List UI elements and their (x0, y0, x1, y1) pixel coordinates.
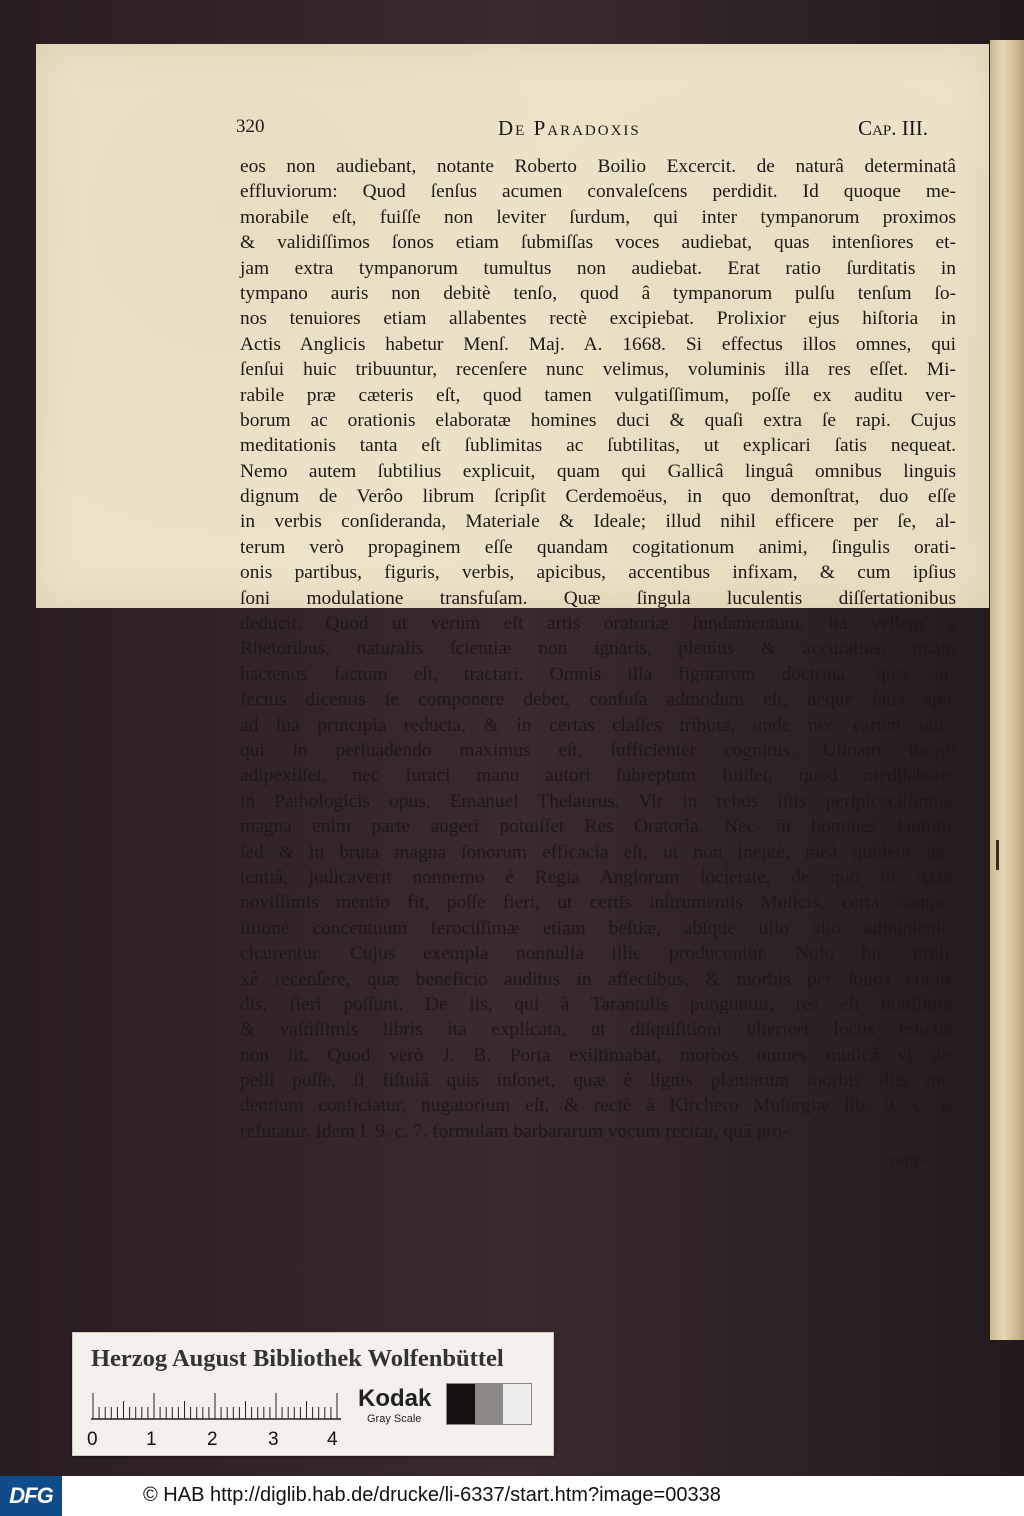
gray-patch (475, 1384, 503, 1424)
ruler-numbers (87, 1429, 347, 1453)
text-line: dignum de Verôo librum ſcripſit Cerdemoëus, in quo demonſtrat, duo eſſe (240, 486, 956, 508)
scale-ruler (91, 1391, 341, 1421)
text-line: terum verò propaginem eſſe quandam cogitationum animi, ſingulis orati- (240, 536, 956, 558)
text-line: cicurentur. Cujus exempla nonnulla illic producuntur. Nolo hic proli- (240, 943, 956, 965)
text-line: Actis Anglicis habetur Menſ. Maj. A. 1668. Si effectus illos omnes, qui (240, 333, 956, 355)
text-line: hactenus factum eſt, tractari. Omnis illa figurarum doctrina, quæ af- (240, 663, 956, 685)
grayscale-label: Gray Scale (367, 1413, 422, 1425)
text-line: eos non audiebant, notante Roberto Boilio Excercit. de naturâ determinatâ (240, 156, 956, 177)
library-target-card (72, 1332, 554, 1456)
text-line: nos tenuiores etiam allabentes rectè excipiebat. Prolixior ejus hiſtoria in (240, 308, 956, 330)
text-line: & vaſtiſſimis libris ita explicata, ut diſquiſitioni ulteriori locus relictus (240, 1019, 956, 1041)
text-line: ſoni modulatione transfuſam. Quæ ſingula luculentis diſſertationibus (240, 587, 956, 609)
text-line: dis, fieri poſſunt. De iis, qui à Tarantulis punguntur, res eſt notiſſima, (240, 993, 956, 1015)
text-line: magna enim parte augeri potuiſſet Res Oratoria. Nec in homines tantum, (240, 816, 956, 838)
text-line: rabile præ cæteris eſt, quod tamen vulgatiſſimum, poſſe ex auditu ver- (240, 384, 956, 406)
chapter-label: Cap. III. (858, 116, 928, 140)
text-line: ſed & in bruta magna ſonorum efficacia eſt, ut non ineptè, meâ quidem ſen- (240, 841, 956, 863)
text-line: refutatur. Idem l. 9. c. 7. formulam barbararum vocum recitat, quâ pro- (240, 1120, 789, 1142)
next-page-edge (990, 40, 1024, 1340)
ruler-number: 4 (327, 1429, 338, 1450)
text-line: tympano auris non debitè tenſo, quod â tympanorum pulſu tenſum ſo- (240, 282, 956, 304)
text-line: non ſit. Quod verò J. B. Porta exiſtimabat, morbos omnes muſicâ vi de- (240, 1044, 956, 1066)
binding-mark (996, 840, 999, 870)
footer-bar (0, 1476, 1024, 1516)
text-line: ſenſui huic tribuuntur, recenſere nunc velimus, voluminis illa res eſſet. Mi- (240, 359, 956, 381)
text-line: qui in perſuadendo maximus eſt, ſufficienter cognitus. Utinam lucem (240, 739, 956, 761)
text-line: tentiâ, judicaverit nonnemo è Regia Anglorum ſocietate, de quo in Actis (240, 866, 956, 888)
text-line: xè recenſere, quæ beneficio auditus in affectibus, & morbis per ſonos curan- (240, 968, 956, 990)
kodak-label: Kodak (358, 1385, 432, 1412)
text-line: ad ſua principia reducta, & in certas claſſes tributa, unde nec earum uſus, (240, 714, 956, 736)
body-text (240, 154, 956, 1144)
text-line: dentium conficiatur, nugatorium eſt, & rectè à Kirchero Muſurgiæ lib. 9. c. 8. (240, 1095, 956, 1117)
text-line: deducit. Quod ut verum eſt artis oratoriæ fundamentum, ita vellem à (240, 613, 956, 635)
text-line: in verbis conſideranda, Materiale & Ideale; illud nihil efficere per ſe, al- (240, 511, 956, 533)
text-line: morabile eſt, fuiſſe non leviter ſurdum, qui inter tympanorum proximos (240, 206, 956, 228)
text-line: effluviorum: Quod ſenſus acumen convaleſcens perdidit. Id quoque me- (240, 181, 956, 203)
text-line: & validiſſimos ſonos etiam ſubmiſſas voces audiebat, quas intenſiores et- (240, 232, 956, 254)
text-line: noviſſimis mentio fit, poſſe fieri, ut certis inſtrumentis Muſicis, certa compo- (240, 892, 956, 914)
gray-scale-patches (446, 1383, 532, 1425)
text-line: borum ac orationis elaboratæ homines duci & quaſi extra ſe rapi. Cujus (240, 409, 956, 431)
gray-patch (447, 1384, 475, 1424)
text-line: meditationis tanta eſt ſublimitas ac ſubtilitas, ut explicari ſatis nequeat. (240, 435, 956, 457)
library-name: Herzog August Bibliothek Wolfenbüttel (91, 1345, 504, 1372)
text-line: pelli poſſe, ſi fiſtulâ quis inſonet, quæ è lignis plantarum morbis illis me- (240, 1070, 956, 1092)
text-line: Nemo autem ſubtilius explicuit, quam qui Gallicâ linguâ omnibus linguis (240, 460, 956, 482)
running-head (236, 112, 936, 142)
ruler-number: 1 (146, 1429, 157, 1450)
running-title: De Paradoxis (498, 116, 641, 140)
text-line: in Pathologicis opus, Emanuel Theſaurus, Vir in rebus iſtis perſpicaciſſimus; (240, 790, 956, 812)
copyright-text: © HAB http://diglib.hab.de/drucke/li-6337/start.htm?image=00338 (143, 1484, 721, 1506)
text-line: Rhetoribus, naturalis ſcientiæ non ignaris, plenius & accuratius, quàm (240, 638, 956, 660)
dfg-logo: DFG (0, 1476, 62, 1516)
ruler-number: 2 (207, 1429, 218, 1450)
gray-patch (503, 1384, 531, 1424)
page-number: 320 (236, 116, 265, 137)
text-line: fectus dicentis ſe componere debet, confuſa admodum eſt, neque ſatis aptè (240, 689, 956, 711)
ruler-number: 0 (87, 1429, 98, 1450)
text-line: onis partibus, figuris, verbis, apicibus, accentibus infixam, & cum ipſius (240, 562, 956, 584)
text-line: ſitione concentuum ferociſſimæ etiam beſtiæ, abſque ullo alio adminiculo, (240, 917, 956, 939)
catchword: nun- (890, 1150, 925, 1171)
text-line: jam extra tympanorum tumultus non audiebat. Erat ratio ſurditatis in (240, 257, 956, 279)
text-line: adſpexiſſet, nec furaci manu autori ſubreptum fuiſſet, quod meditabatur (240, 765, 956, 787)
ruler-number: 3 (268, 1429, 279, 1450)
